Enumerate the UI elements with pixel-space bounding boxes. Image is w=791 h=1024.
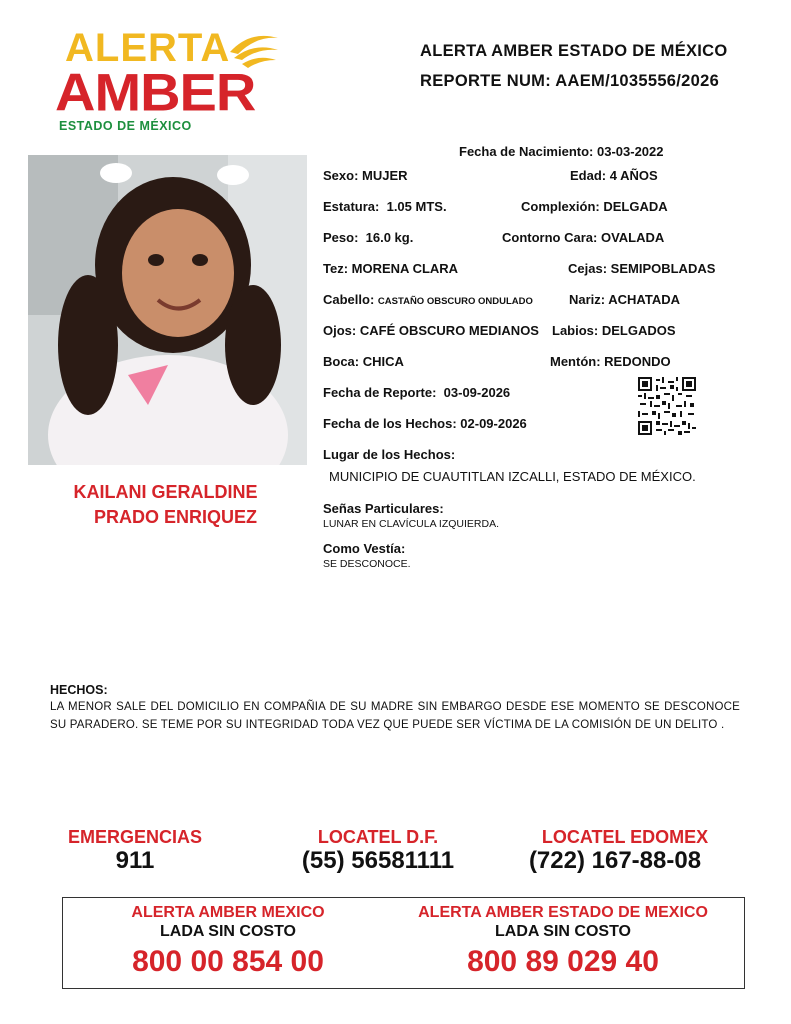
report-number: REPORTE NUM: AAEM/1035556/2026 bbox=[420, 72, 720, 90]
contact-number-emergencias[interactable]: 911 bbox=[115, 847, 155, 874]
logo-text-state: ESTADO DE MÉXICO bbox=[59, 119, 192, 133]
header-title: ALERTA AMBER ESTADO DE MÉXICO bbox=[420, 42, 728, 60]
field-chin: Mentón: REDONDO bbox=[550, 354, 671, 369]
contact-number-locatel-df[interactable]: (55) 56581111 bbox=[301, 847, 455, 874]
hotline-number-mexico[interactable]: 800 00 854 00 bbox=[132, 945, 324, 978]
hotlines-box bbox=[62, 897, 745, 989]
hotline-number-edomex[interactable]: 800 89 029 40 bbox=[467, 945, 659, 978]
hotline-sub-mexico: LADA SIN COSTO bbox=[159, 923, 296, 940]
field-report-date: Fecha de Reporte: 03-09-2026 bbox=[323, 385, 511, 400]
field-face-shape: Contorno Cara: OVALADA bbox=[502, 230, 665, 245]
field-build: Complexión: DELGADA bbox=[521, 199, 668, 214]
hotline-sub-edomex: LADA SIN COSTO bbox=[494, 923, 631, 940]
logo-text-amber: AMBER bbox=[55, 62, 256, 123]
field-age: Edad: 4 AÑOS bbox=[570, 168, 658, 183]
person-name-last: PRADO ENRIQUEZ bbox=[93, 507, 257, 527]
contact-label-emergencias: EMERGENCIAS bbox=[67, 827, 202, 847]
field-clothing-label: Como Vestía: bbox=[323, 541, 406, 556]
field-sex: Sexo: MUJER bbox=[323, 168, 408, 183]
field-birthdate: Fecha de Nacimiento: 03-03-2022 bbox=[459, 144, 664, 159]
logo-text-alerta: ALERTA bbox=[65, 26, 231, 70]
hotline-title-mexico: ALERTA AMBER MEXICO bbox=[131, 904, 325, 921]
field-marks-label: Señas Particulares: bbox=[323, 501, 444, 516]
contact-number-locatel-edomex[interactable]: (722) 167-88-08 bbox=[528, 847, 702, 874]
field-nose: Nariz: ACHATADA bbox=[569, 292, 680, 307]
facts-title: HECHOS: bbox=[50, 683, 108, 697]
field-height: Estatura: 1.05 MTS. bbox=[323, 199, 447, 214]
field-clothing-value: SE DESCONOCE. bbox=[323, 558, 411, 570]
alerta-amber-logo bbox=[55, 28, 270, 136]
facts-text: LA MENOR SALE DEL DOMICILIO EN COMPAÑIA DE SU MADRE SIN EMBARGO DESDE ESE MOMENTO SE DESCONOCE SU PARADERO. SE TEME POR SU INTEGRIDAD TODA VEZ QUE PUEDE SER VÍCTIMA DE LA COMISIÓN DE UN DELITO . bbox=[50, 701, 740, 731]
missing-person-photo bbox=[28, 155, 307, 465]
person-name-first: KAILANI GERALDINE bbox=[73, 482, 258, 502]
contact-label-locatel-edomex: LOCATEL EDOMEX bbox=[541, 827, 709, 847]
field-place-label: Lugar de los Hechos: bbox=[323, 447, 456, 462]
field-hair: Cabello: CASTAÑO OBSCURO ONDULADO bbox=[323, 292, 533, 307]
field-place-value: MUNICIPIO DE CUAUTITLAN IZCALLI, ESTADO DE MÉXICO. bbox=[329, 469, 696, 484]
field-eyebrows: Cejas: SEMIPOBLADAS bbox=[568, 261, 716, 276]
field-marks-value: LUNAR EN CLAVÍCULA IZQUIERDA. bbox=[323, 518, 500, 530]
hotline-title-edomex: ALERTA AMBER ESTADO DE MEXICO bbox=[418, 904, 708, 921]
field-skin: Tez: MORENA CLARA bbox=[323, 261, 459, 276]
field-event-date: Fecha de los Hechos: 02-09-2026 bbox=[323, 416, 527, 431]
field-weight: Peso: 16.0 kg. bbox=[323, 230, 414, 245]
field-eyes: Ojos: CAFÉ OBSCURO MEDIANOS bbox=[323, 323, 539, 338]
qr-code-icon[interactable] bbox=[638, 377, 696, 435]
contact-label-locatel-df: LOCATEL D.F. bbox=[317, 827, 439, 847]
field-mouth: Boca: CHICA bbox=[323, 354, 404, 369]
field-lips: Labios: DELGADOS bbox=[552, 323, 676, 338]
